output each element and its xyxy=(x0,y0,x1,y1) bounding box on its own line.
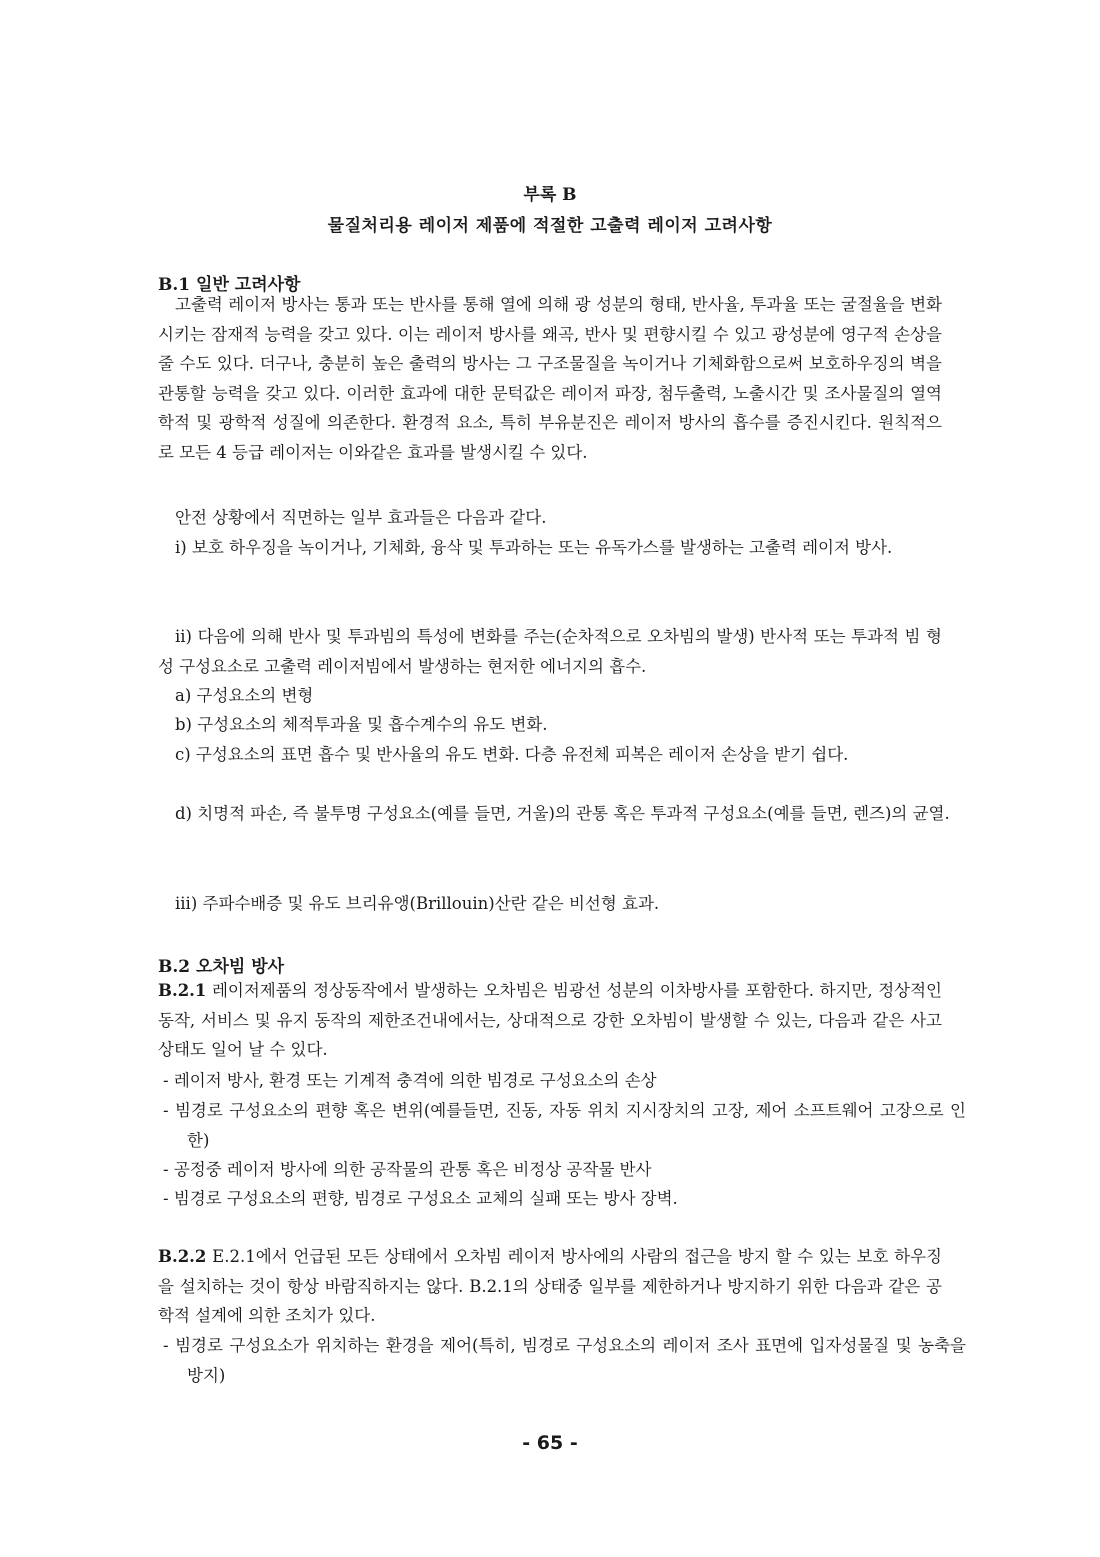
sub-item-a: a) 구성요소의 변형 xyxy=(175,686,314,705)
appendix-title: 물질처리용 레이저 제품에 적절한 고출력 레이저 고려사항 xyxy=(327,216,773,236)
sub-item-c: c) 구성요소의 표면 흡수 및 반사율의 유도 변화. 다층 유전체 피복은 레이저 손상을 받기 쉽다. xyxy=(175,745,849,764)
paragraph-b1-effects-intro: 안전 상황에서 직면하는 일부 효과들은 다음과 같다. xyxy=(175,508,547,527)
section-heading-b1: B.1 일반 고려사항 xyxy=(158,275,301,295)
list-item-iii: iii) 주파수배증 및 유도 브리유앵(Brillouin)산란 같은 비선형 효과. xyxy=(175,894,660,913)
paragraph-b2-2 xyxy=(158,1242,942,1331)
clause-text-b2-1: 레이저제품의 정상동작에서 발생하는 오차빔은 빔광선 성분의 이차방사를 포함한다. 하지만, 정상적인 동작, 서비스 및 유지 동작의 제한조건내에서는, 상대적으로 강한 오차빔이 발생할 수 있는, 다음과 같은 사고상태도 일어 날 수 있다. xyxy=(158,981,942,1059)
clause-number-b2-2: B.2.2 xyxy=(158,1247,207,1266)
clause-number-b2-1: B.2.1 xyxy=(158,981,207,1000)
dash-item-1: - 레이저 방사, 환경 또는 기계적 충격에 의한 빔경로 구성요소의 손상 xyxy=(163,1071,657,1090)
clause-text-b2-2: E.2.1에서 언급된 모든 상태에서 오차빔 레이저 방사에의 사람의 접근을 방지 할 수 있는 보호 하우징을 설치하는 것이 항상 바람직하지는 않다. B.2.1의 상태중 일부를 제한하거나 방지하기 위한 다음과 같은 공학적 설계에 의한 조치가 있다. xyxy=(158,1247,942,1325)
list-item-ii: ii) 다음에 의해 반사 및 투과빔의 특성에 변화를 주는(순차적으로 오차빔의 발생) 반사적 또는 투과적 빔 형성 구성요소로 고출력 레이저빔에서 발생하는 현저한 에너지의 흡수. xyxy=(158,627,942,676)
dash-item-5: - 빔경로 구성요소가 위치하는 환경을 제어(특히, 빔경로 구성요소의 레이저 조사 표면에 입자성물질 및 농축을 방지) xyxy=(163,1336,966,1385)
paragraph-b1-general: 고출력 레이저 방사는 통과 또는 반사를 통해 열에 의해 광 성분의 형태, 반사율, 투과율 또는 굴절율을 변화시키는 잠재적 능력을 갖고 있다. 이는 레이저 방사를 왜곡, 반사 및 편향시킬 수 있고 광성분에 영구적 손상을 줄 수도 있다. 더구나, 충분히 높은 출력의 방사는 그 구조물질을 녹이거나 기체화함으로써 보호하우징의 벽을 관통할 능력을 갖고 있다. 이러한 효과에 대한 문턱값은 레이저 파장, 첨두출력, 노출시간 및 조사물질의 열역학적 및 광학적 성질에 의존한다. 환경적 요소, 특히 부유분진은 레이저 방사의 흡수를 증진시킨다. 원칙적으로 모든 4 등급 레이저는 이와같은 효과를 발생시킬 수 있다. xyxy=(158,295,942,462)
dash-item-3: - 공정중 레이저 방사에 의한 공작물의 관통 혹은 비정상 공작물 반사 xyxy=(163,1160,652,1179)
page-number: - 65 - xyxy=(522,1432,578,1454)
dash-item-4: - 빔경로 구성요소의 편향, 빔경로 구성요소 교체의 실패 또는 방사 장벽. xyxy=(163,1189,678,1208)
dash-item-2: - 빔경로 구성요소의 편향 혹은 변위(예를들면, 진동, 자동 위치 지시장치의 고장, 제어 소프트웨어 고장으로 인한) xyxy=(163,1101,966,1150)
appendix-label: 부록 B xyxy=(523,185,577,205)
paragraph-b2-1 xyxy=(158,976,942,1065)
sub-item-b: b) 구성요소의 체적투과율 및 흡수계수의 유도 변화. xyxy=(175,715,548,734)
sub-item-d: d) 치명적 파손, 즉 불투명 구성요소(예를 들면, 거울)의 관통 혹은 투과적 구성요소(예를 들면, 렌즈)의 균열. xyxy=(175,804,950,823)
list-item-i: i) 보호 하우징을 녹이거나, 기체화, 융삭 및 투과하는 또는 유독가스를 발생하는 고출력 레이저 방사. xyxy=(175,538,893,557)
section-heading-b2: B.2 오차빔 방사 xyxy=(158,957,285,977)
